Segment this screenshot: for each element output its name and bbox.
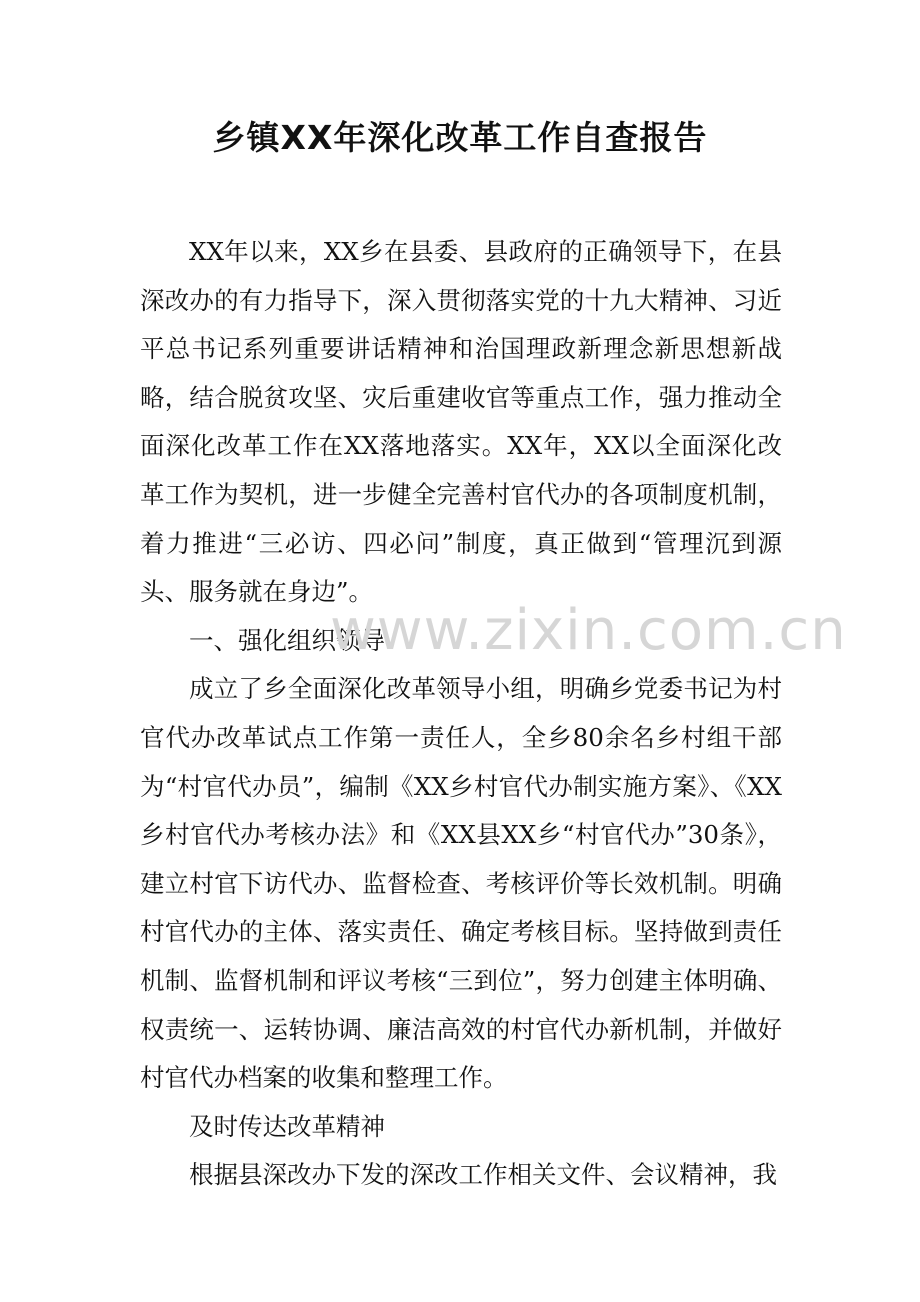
paragraph-intro: XX年以来，XX乡在县委、县政府的正确领导下，在县深改办的有力指导下，深入贯彻落实党的十九大精神、习近平总书记系列重要讲话精神和治国理政新理念新思想新战略，结合脱贫攻坚、灾后重建收官等重点工作，强力推动全面深化改革工作在XX落地落实。XX年，XX以全面深化改革工作为契机，进一步健全完善村官代办的各项制度机制，着力推进“三必访、四必问”制度，真正做到“管理沉到源头、服务就在身边”。 [140, 237, 782, 607]
document-body [140, 228, 782, 1200]
watermark: www.zixin.com.cn [330, 598, 847, 663]
paragraph-section-2: 根据县深改办下发的深改工作相关文件、会议精神，我 [189, 1160, 777, 1190]
paragraph-section-1: 成立了乡全面深化改革领导小组，明确乡党委书记为村官代办改革试点工作第一责任人，全乡80余名乡村组干部为“村官代办员”，编制《XX乡村官代办制实施方案》、《XX乡村官代办考核办法》和《XX县XX乡“村官代办”30条》，建立村官下访代办、监督检查、考核评价等长效机制。明确村官代办的主体、落实责任、确定考核目标。坚持做到责任机制、监督机制和评议考核“三到位”，努力创建主体明确、权责统一、运转协调、廉洁高效的村官代办新机制，并做好村官代办档案的收集和整理工作。 [140, 674, 782, 1093]
document-title: 乡镇XX年深化改革工作自查报告 [212, 118, 708, 157]
section-heading-1: 一、强化组织领导 [189, 625, 385, 655]
section-heading-2: 及时传达改革精神 [189, 1111, 385, 1141]
